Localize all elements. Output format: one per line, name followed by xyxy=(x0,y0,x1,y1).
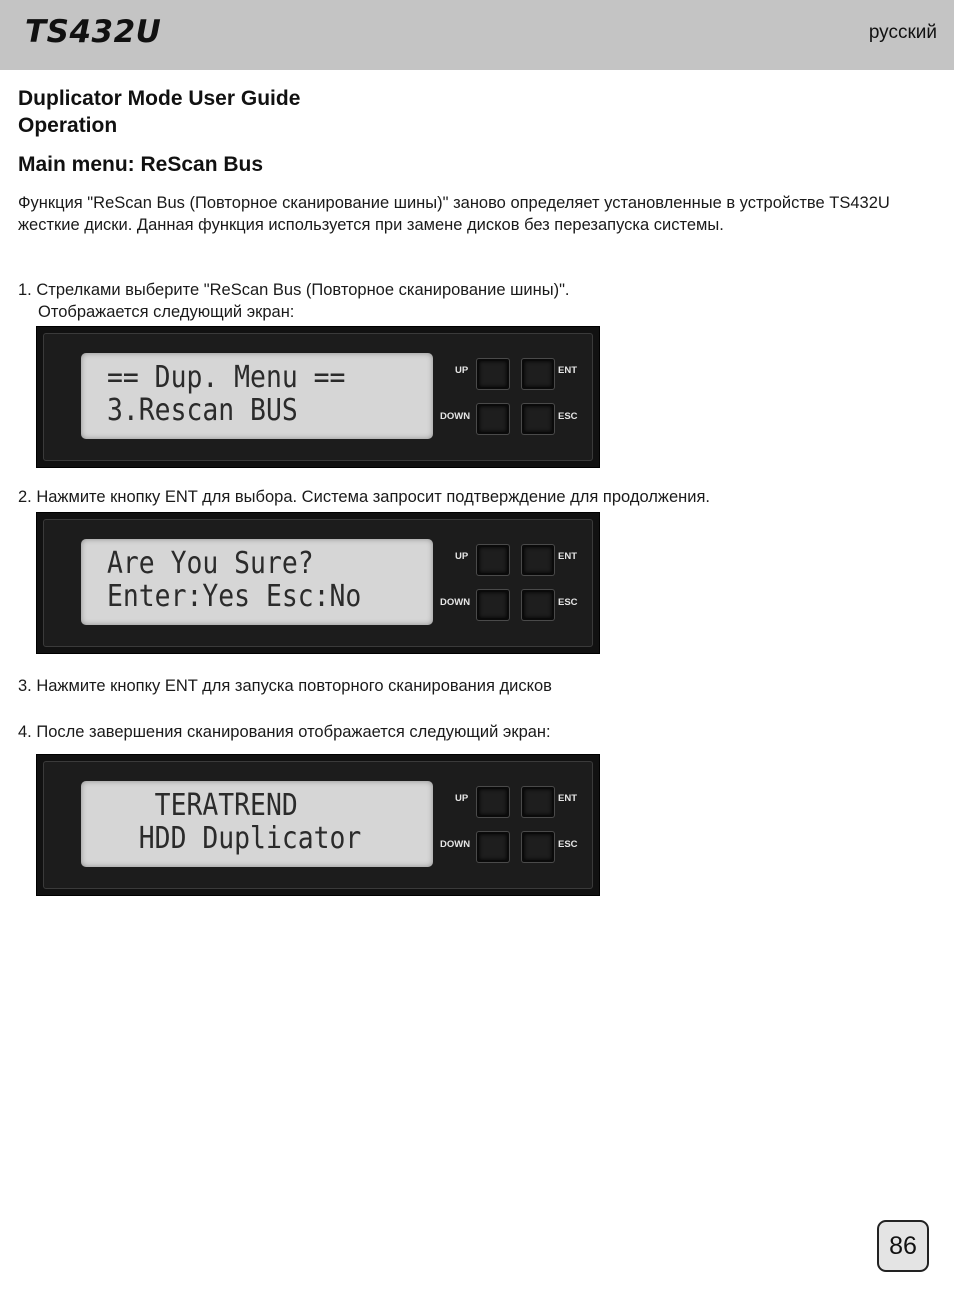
guide-heading: Duplicator Mode User Guide xyxy=(18,87,301,110)
ent-label: ENT xyxy=(558,551,577,562)
ent-label: ENT xyxy=(558,793,577,804)
up-button[interactable] xyxy=(477,787,509,817)
lcd-screen-2 xyxy=(81,539,433,625)
ent-button[interactable] xyxy=(522,359,554,389)
lcd-line-2: Enter:Yes Esc:No xyxy=(107,579,362,614)
up-button[interactable] xyxy=(477,359,509,389)
step-3: 3. Нажмите кнопку ENT для запуска повторного сканирования дисков xyxy=(18,677,552,695)
lcd-screen-3 xyxy=(81,781,433,867)
step-1-subtext: Отображается следующий экран: xyxy=(38,303,295,321)
esc-label: ESC xyxy=(558,597,578,608)
step-1 xyxy=(18,279,933,323)
down-label: DOWN xyxy=(440,411,471,422)
lcd-panel-2 xyxy=(36,512,600,654)
down-button[interactable] xyxy=(477,590,509,620)
esc-button[interactable] xyxy=(522,590,554,620)
brand-title: TS432U xyxy=(25,14,162,50)
intro-paragraph: Функция "ReScan Bus (Повторное сканирование шины)" заново определяет установленные в устройстве TS432U жесткие диски. Данная функция используется при замене дисков без перезапуска системы. xyxy=(18,194,890,234)
ent-label: ENT xyxy=(558,365,577,376)
lcd-line-1: Are You Sure? xyxy=(107,546,314,581)
lcd-line-1: == Dup. Menu == xyxy=(107,360,346,395)
step-4: 4. После завершения сканирования отображается следующий экран: xyxy=(18,723,551,741)
operation-heading: Operation xyxy=(18,114,118,137)
page-header xyxy=(0,0,954,70)
lcd-panel-1 xyxy=(36,326,600,468)
ent-button[interactable] xyxy=(522,545,554,575)
up-label: UP xyxy=(455,793,469,804)
ent-button[interactable] xyxy=(522,787,554,817)
lcd-line-1: TERATREND xyxy=(107,788,298,823)
lcd-line-2: HDD Duplicator xyxy=(107,821,362,856)
up-button[interactable] xyxy=(477,545,509,575)
page-number: 86 xyxy=(877,1220,929,1272)
lcd-line-2: 3.Rescan BUS xyxy=(107,393,298,428)
section-heading: Main menu: ReScan Bus xyxy=(18,153,264,176)
down-button[interactable] xyxy=(477,832,509,862)
down-label: DOWN xyxy=(440,839,471,850)
lcd-panel-3 xyxy=(36,754,600,896)
lcd-screen-1 xyxy=(81,353,433,439)
esc-button[interactable] xyxy=(522,404,554,434)
step-1-text: 1. Стрелками выберите "ReScan Bus (Повторное сканирование шины)". xyxy=(18,281,570,299)
esc-label: ESC xyxy=(558,839,578,850)
esc-button[interactable] xyxy=(522,832,554,862)
down-label: DOWN xyxy=(440,597,471,608)
down-button[interactable] xyxy=(477,404,509,434)
step-2: 2. Нажмите кнопку ENT для выбора. Система запросит подтверждение для продолжения. xyxy=(18,488,710,506)
language-label: русский xyxy=(868,22,937,43)
up-label: UP xyxy=(455,365,469,376)
up-label: UP xyxy=(455,551,469,562)
esc-label: ESC xyxy=(558,411,578,422)
